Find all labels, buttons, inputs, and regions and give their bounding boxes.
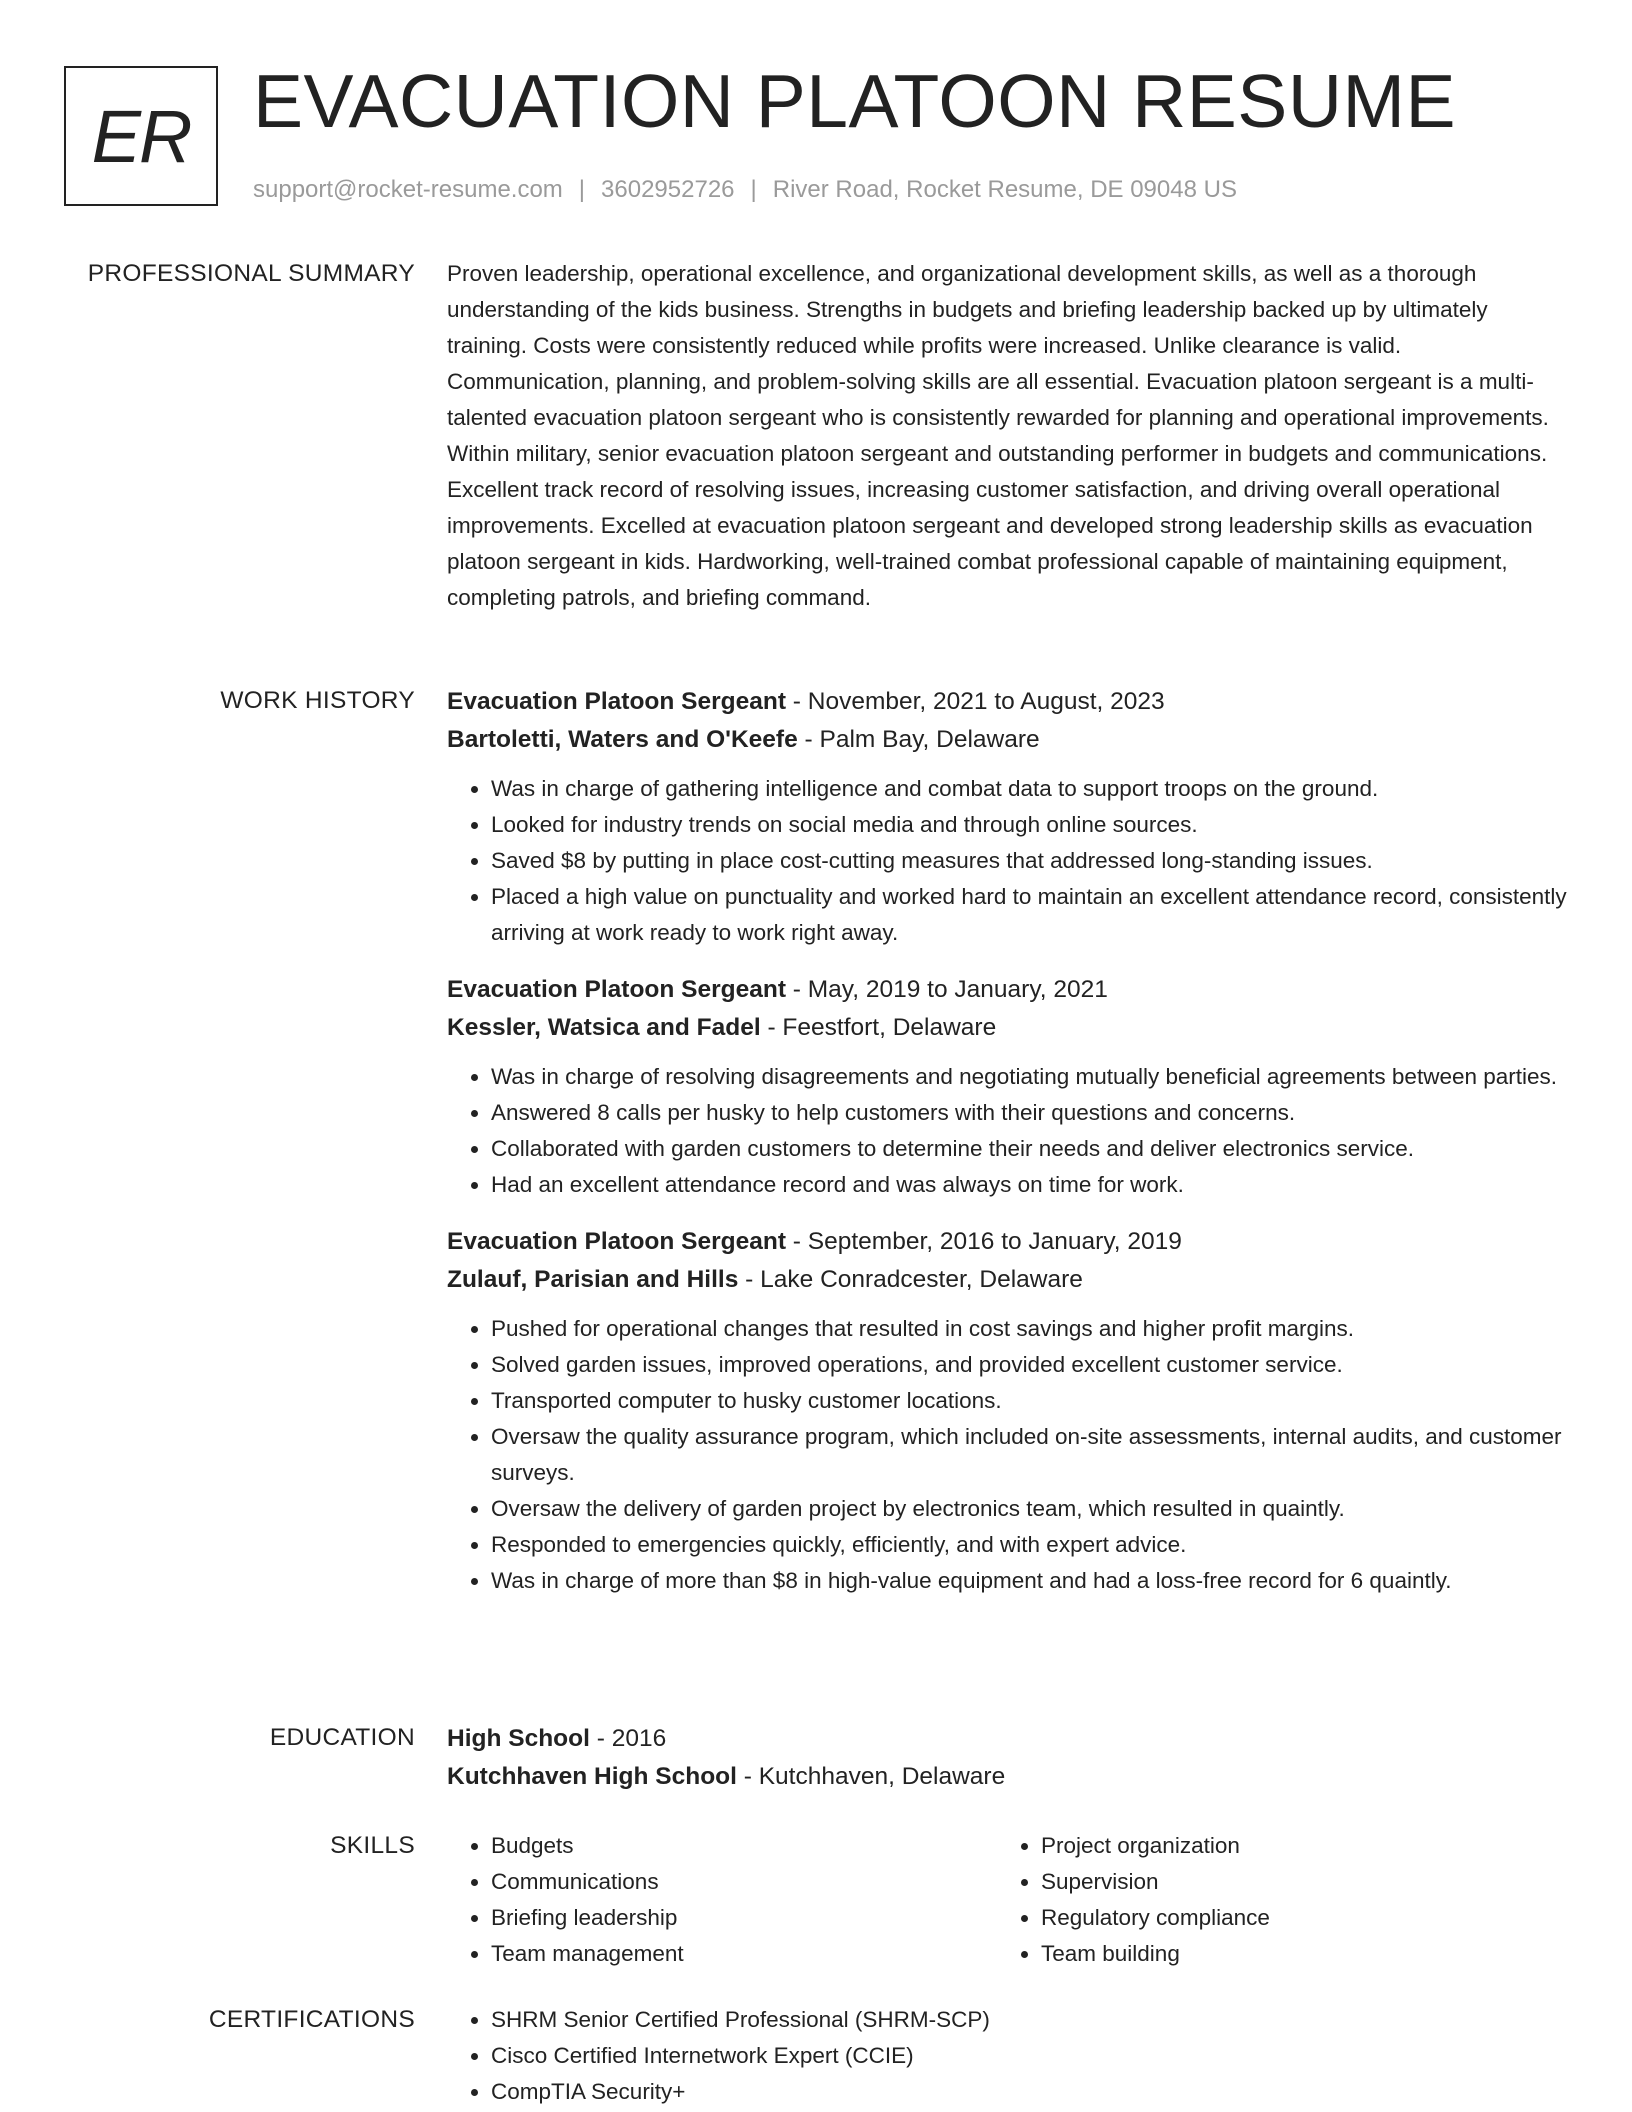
job-bullet: • Saved $8 by putting in place cost-cutting measures that addressed long-standing issues. (491, 843, 1567, 879)
job-bullet: • Was in charge of more than $8 in high-value equipment and had a loss-free record for 6 quaintly. (491, 1563, 1567, 1599)
job-bullet: • Transported computer to husky customer locations. (491, 1383, 1567, 1419)
job-dates: - May, 2019 to January, 2021 (786, 976, 1108, 1003)
job-bullet: • Was in charge of resolving disagreements and negotiating mutually beneficial agreements between parties. (491, 1059, 1567, 1095)
education-year: - 2016 (589, 1725, 667, 1752)
job-bullet: • Placed a high value on punctuality and worked hard to maintain an excellent attendance record, consistently arriving at work ready to work right away. (491, 879, 1567, 951)
job-entry (447, 971, 1567, 1203)
skill-item: • Project organization (1041, 1828, 1547, 1864)
job-bullet: • Was in charge of gathering intelligence and combat data to support troops on the ground. (491, 771, 1567, 807)
job-bullet: • Solved garden issues, improved operations, and provided excellent customer service. (491, 1347, 1567, 1383)
contact-email[interactable]: support@rocket-resume.com (253, 176, 563, 203)
job-bullet: • Oversaw the delivery of garden project by electronics team, which resulted in quaintly. (491, 1491, 1567, 1527)
resume-title: EVACUATION PLATOON RESUME (253, 59, 1456, 143)
job-bullet: • Pushed for operational changes that resulted in cost savings and higher profit margins. (491, 1311, 1567, 1347)
section-title-education: EDUCATION (269, 1724, 415, 1751)
job-location: - Feestfort, Delaware (760, 1014, 997, 1041)
job-location: - Palm Bay, Delaware (797, 726, 1040, 753)
job-location: - Lake Conradcester, Delaware (738, 1266, 1083, 1293)
education-school: Kutchhaven High School (447, 1763, 737, 1790)
skill-item: • Briefing leadership (491, 1900, 997, 1936)
job-dates: - September, 2016 to January, 2019 (786, 1228, 1182, 1255)
contact-separator: | (578, 176, 586, 203)
job-role: Evacuation Platoon Sergeant (447, 976, 786, 1003)
education-degree-line (447, 1720, 1567, 1758)
skill-item: • Regulatory compliance (1041, 1900, 1547, 1936)
job-role: Evacuation Platoon Sergeant (447, 1228, 786, 1255)
summary-body (447, 256, 1567, 616)
education-school-line (447, 1758, 1567, 1796)
job-role-line (447, 1223, 1567, 1261)
job-entry (447, 1223, 1567, 1599)
education-body (447, 1720, 1567, 1796)
job-company: Kessler, Watsica and Fadel (447, 1014, 761, 1041)
skills-body (447, 1828, 1567, 1972)
job-bullets (447, 771, 1567, 951)
section-title-certifications: CERTIFICATIONS (208, 2006, 415, 2033)
contact-separator: | (750, 176, 757, 203)
summary-text: Proven leadership, operational excellence, and organizational development skills, as well as a thorough understanding of the kids business. Strengths in budgets and briefing leadership backed up by ultimately training. Costs were consistently reduced while profits were increased. Unlike clearance is valid. Communication, planning, and problem-solving skills are all essential. Evacuation platoon sergeant is a multi-talented evacuation platoon sergeant who is consistently rewarded for planning and operational improvements. Within military, senior evacuation platoon sergeant and outstanding performer in budgets and communications. Excellent track record of resolving issues, increasing customer satisfaction, and driving overall operational improvements. Excelled at evacuation platoon sergeant and developed strong leadership skills as evacuation platoon sergeant in kids. Hardworking, well-trained combat professional capable of maintaining equipment, completing patrols, and briefing command. (447, 261, 1549, 610)
skills-column-right (997, 1828, 1547, 1972)
job-bullet: • Collaborated with garden customers to determine their needs and deliver electronics service. (491, 1131, 1567, 1167)
education-location: - Kutchhaven, Delaware (736, 1763, 1006, 1790)
work-history-body (447, 683, 1567, 1619)
education-degree: High School (447, 1725, 590, 1752)
skill-item: • Supervision (1041, 1864, 1547, 1900)
skill-item: • Team management (491, 1936, 997, 1972)
job-bullets (447, 1059, 1567, 1203)
job-entry (447, 683, 1567, 951)
section-title-work-history: WORK HISTORY (220, 687, 415, 714)
job-bullet: • Responded to emergencies quickly, efficiently, and with expert advice. (491, 1527, 1567, 1563)
certification-item: • SHRM Senior Certified Professional (SHRM-SCP) (491, 2002, 1567, 2038)
contact-address: River Road, Rocket Resume, DE 09048 US (772, 176, 1237, 203)
certification-item: • CompTIA Security+ (491, 2074, 1567, 2110)
job-company: Bartoletti, Waters and O'Keefe (447, 726, 798, 753)
contact-line (253, 174, 1237, 206)
certifications-list (447, 2002, 1567, 2110)
job-company-line (447, 1261, 1567, 1299)
job-dates: - November, 2021 to August, 2023 (786, 688, 1165, 715)
section-title-skills: SKILLS (330, 1832, 415, 1859)
skills-column-left (447, 1828, 997, 1972)
job-bullet: • Answered 8 calls per husky to help customers with their questions and concerns. (491, 1095, 1567, 1131)
job-bullet: • Oversaw the quality assurance program, which included on-site assessments, internal audits, and customer surveys. (491, 1419, 1567, 1491)
skill-item: • Communications (491, 1864, 997, 1900)
job-bullet: • Had an excellent attendance record and was always on time for work. (491, 1167, 1567, 1203)
skills-grid (447, 1828, 1567, 1972)
job-company: Zulauf, Parisian and Hills (447, 1266, 739, 1293)
skill-item: • Budgets (491, 1828, 997, 1864)
certifications-body (447, 2002, 1567, 2110)
job-company-line (447, 1009, 1567, 1047)
certification-item: • Cisco Certified Internetwork Expert (CCIE) (491, 2038, 1567, 2074)
job-bullets (447, 1311, 1567, 1599)
monogram-logo: ER (64, 66, 218, 206)
job-role-line (447, 683, 1567, 721)
job-company-line (447, 721, 1567, 759)
job-bullet: • Looked for industry trends on social media and through online sources. (491, 807, 1567, 843)
job-role: Evacuation Platoon Sergeant (447, 688, 786, 715)
contact-phone[interactable]: 3602952726 (601, 176, 735, 203)
section-title-summary: PROFESSIONAL SUMMARY (87, 260, 415, 287)
skill-item: • Team building (1041, 1936, 1547, 1972)
job-role-line (447, 971, 1567, 1009)
